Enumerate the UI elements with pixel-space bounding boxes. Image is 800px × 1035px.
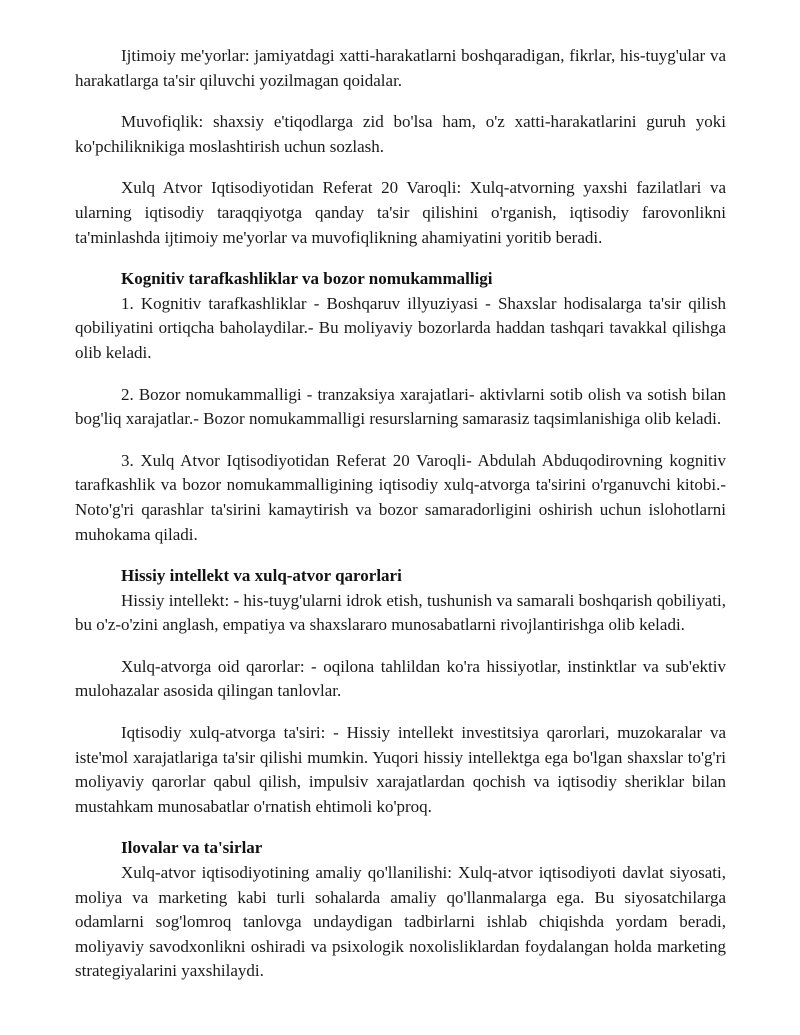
paragraph-cognitive-biases-1: 1. Kognitiv tarafkashliklar - Boshqaruv illyuziyasi - Shaxslar hodisalarga ta'sir qilish qobiliyatini ortiqcha baholaydilar.- Bu moliyaviy bozorlarda haddan tashqari tavakkal qilishga olib keladi. [75,293,726,362]
paragraph-emotional-intelligence: Hissiy intellekt: - his-tuyg'ularni idrok etish, tushunish va samarali boshqarish qobiliyati, bu o'z-o'zini anglash, empatiya va shaxslararo munosabatlarni rivojlantirishga olib keladi. [75,590,726,635]
paragraph-behavioral-decisions: Xulq-atvorga oid qarorlar: - oqilona tahlildan ko'ra hissiyotlar, instinktlar va sub'ektiv mulohazalar asosida qilingan tanlovlar. [75,656,726,701]
section-heading-applications: Ilovalar va ta'sirlar [121,838,263,858]
paragraph-conformity: Muvofiqlik: shaxsiy e'tiqodlarga zid bo'lsa ham, o'z xatti-harakatlarini guruh yoki ko'pchiliknikiga moslashtirish uchun sozlash. [75,112,726,156]
paragraph-referat-book-3: 3. Xulq Atvor Iqtisodiyotidan Referat 20 Varoqli- Abdulah Abduqodirovning kognitiv tarafkashlik va bozor nomukammalligining iqtisodiy xulq-atvorga ta'sirini o'rganuvchi kitobi.- Noto'g'ri qarashlar ta'sirini kamaytirish va bozor samaradorligini oshirish uchun islohotlarni muhokama qiladi. [75,450,726,544]
paragraph-market-imperfection-2: 2. Bozor nomukammalligi - tranzaksiya xarajatlari- aktivlarni sotib olish va sotish bilan bog'liq xarajatlar.- Bozor nomukammalligi resurslarning samarasiz taqsimlanishiga olib keladi. [75,384,726,429]
section-heading-emotional-intelligence: Hissiy intellekt va xulq-atvor qarorlari [121,566,402,586]
paragraph-social-norms: Ijtimoiy me'yorlar: jamiyatdagi xatti-harakatlarni boshqaradigan, fikrlar, his-tuyg'ular va harakatlarga ta'sir qiluvchi yozilmagan qoidalar. [75,46,726,90]
document-page [75,44,726,984]
paragraph-referat-summary: Xulq Atvor Iqtisodiyotidan Referat 20 Varoqli: Xulq-atvorning yaxshi fazilatlari va ularning iqtisodiy taraqqiyotga qanday ta'sir qilishini o'rganish, iqtisodiy farovonlikni ta'minlashda ijtimoiy me'yorlar va muvofiqlikning ahamiyatini yoritib beradi. [75,178,726,247]
paragraph-practical-applications: Xulq-atvor iqtisodiyotining amaliy qo'llanilishi: Xulq-atvor iqtisodiyoti davlat siyosati, moliya va marketing kabi turli sohalarda amaliy qo'llanmalarga ega. Bu siyosatchilarga odamlarni sog'lomroq tanlovga undaydigan tadbirlarni ishlab chiqishda yordam beradi, moliyaviy savodxonlikni oshiradi va psixologik noxolisliklardan foydalangan holda marketing strategiyalarini yaxshilaydi. [75,863,726,981]
section-heading-cognitive-biases: Kognitiv tarafkashliklar va bozor nomukammalligi [121,269,493,289]
paragraph-economic-impact: Iqtisodiy xulq-atvorga ta'siri: - Hissiy intellekt investitsiya qarorlari, muzokaralar va iste'mol xarajatlariga ta'sir qilishi mumkin. Yuqori hissiy intellektga ega bo'lgan shaxslar to'g'ri moliyaviy qarorlar qabul qilish, impulsiv xarajatlardan qochish va iqtisodiy sheriklar bilan mustahkam munosabatlar o'rnatish ehtimoli ko'proq. [75,723,726,816]
